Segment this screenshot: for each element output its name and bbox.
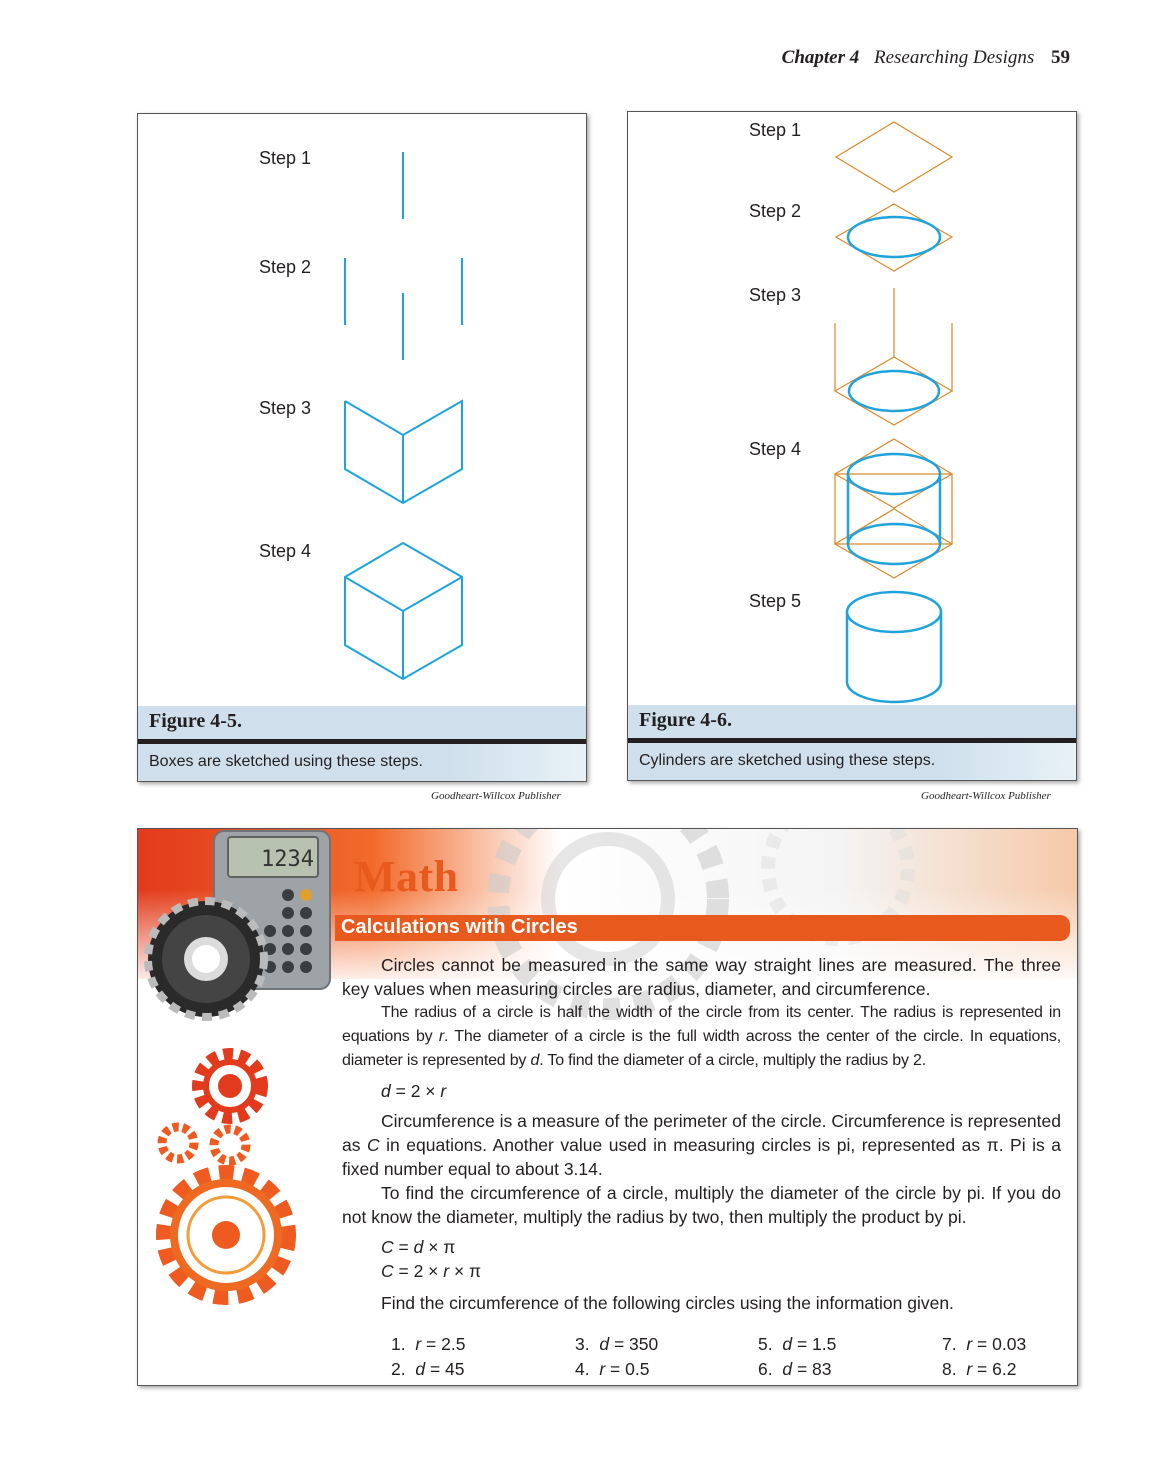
step5-top-ellipse: [847, 592, 941, 632]
step3-ellipse: [849, 371, 939, 411]
step-label: Step 5: [749, 591, 802, 611]
problem-item: 5. d = 1.5: [758, 1334, 837, 1354]
equation-circumference-diameter: C = d × π: [381, 1237, 456, 1257]
equation-diameter: d = 2 × r: [381, 1081, 447, 1101]
paragraph: The radius of a circle is half the width of the circle from its center. The radius is represented in equations by r. The diameter of a circle is the full width across the center of the circle. In equations, diameter is represented by d. To find the diameter of a circle, multiply the radius by 2.: [342, 1004, 1061, 1069]
orange-gear-icon: [166, 1175, 286, 1295]
figure-4-6: [627, 111, 1077, 781]
figure-caption: Boxes are sketched using these steps.: [149, 753, 423, 770]
figure-4-5: [137, 113, 587, 782]
problem-item: 7. r = 0.03: [942, 1334, 1027, 1354]
problem-item: 6. d = 83: [758, 1359, 832, 1379]
running-head: [782, 47, 1070, 69]
math-title: Math: [354, 852, 459, 901]
step-label: Step 4: [259, 541, 312, 561]
step2-rhombus: [836, 204, 952, 271]
figure-title: Figure 4-6.: [639, 709, 732, 731]
step-label: Step 2: [749, 201, 802, 221]
box-sketch-illustration: [138, 114, 586, 714]
small-gear-icon: [214, 1129, 246, 1161]
chapter-number: Chapter 4: [781, 47, 860, 68]
step-label: Step 1: [259, 148, 312, 168]
problem-item: 8. r = 6.2: [942, 1359, 1017, 1379]
figure-title-bar: [628, 705, 1076, 743]
math-feature-box: [137, 828, 1078, 1386]
cylinder-sketch-illustration: [628, 112, 1076, 712]
paragraph: Circumference is a measure of the perimeter of the circle. Circumference is represented as C in equations. Another value used in measuring circles is pi, represented as π. Pi is a fixed number equal to about 3.14.: [342, 1111, 1061, 1179]
step-label: Step 3: [749, 285, 802, 305]
step1-rhombus: [836, 122, 952, 192]
problem-item: 3. d = 350: [575, 1334, 659, 1354]
step-label: Step 3: [259, 398, 312, 418]
black-gear-icon: [148, 901, 264, 1017]
problem-item: 2. d = 45: [391, 1359, 465, 1379]
math-subtitle: Calculations with Circles: [341, 916, 578, 938]
step-label: Step 1: [749, 120, 802, 140]
problem-item: 4. r = 0.5: [575, 1359, 650, 1379]
step-label: Step 4: [749, 439, 802, 459]
equation-circumference-radius: C = 2 × r × π: [381, 1261, 482, 1281]
step2-ellipse: [848, 217, 940, 257]
paragraph: Find the circumference of the following circles using the information given.: [381, 1293, 954, 1313]
step-label: Step 2: [259, 257, 312, 277]
paragraph: Circles cannot be measured in the same way straight lines are measured. The three key values when measuring circles are radius, diameter, and circumference.: [342, 955, 1061, 999]
figure-caption-bar: [138, 744, 586, 781]
figure-caption-bar: [628, 743, 1076, 780]
page-number: 59: [1051, 47, 1070, 68]
math-subtitle-banner: [335, 915, 1070, 941]
math-body: [342, 953, 1061, 1315]
problem-item: 1. r = 2.5: [391, 1334, 466, 1354]
figure-title-bar: [138, 706, 586, 744]
small-gear-icon: [162, 1127, 194, 1159]
red-gear-icon: [200, 1056, 260, 1116]
chapter-title: Researching Designs: [874, 47, 1035, 68]
step3-base-rhombus: [835, 357, 952, 425]
figure-caption: Cylinders are sketched using these steps.: [639, 752, 936, 769]
figure-credit: Goodheart-Willcox Publisher: [921, 790, 1051, 802]
calculator-display: 1234: [261, 847, 314, 872]
figure-credit: Goodheart-Willcox Publisher: [431, 790, 561, 802]
figure-title: Figure 4-5.: [149, 710, 242, 732]
paragraph: To find the circumference of a circle, multiply the diameter of the circle by pi. If you do not know the diameter, multiply the radius by two, then multiply the product by pi.: [342, 1183, 1061, 1227]
